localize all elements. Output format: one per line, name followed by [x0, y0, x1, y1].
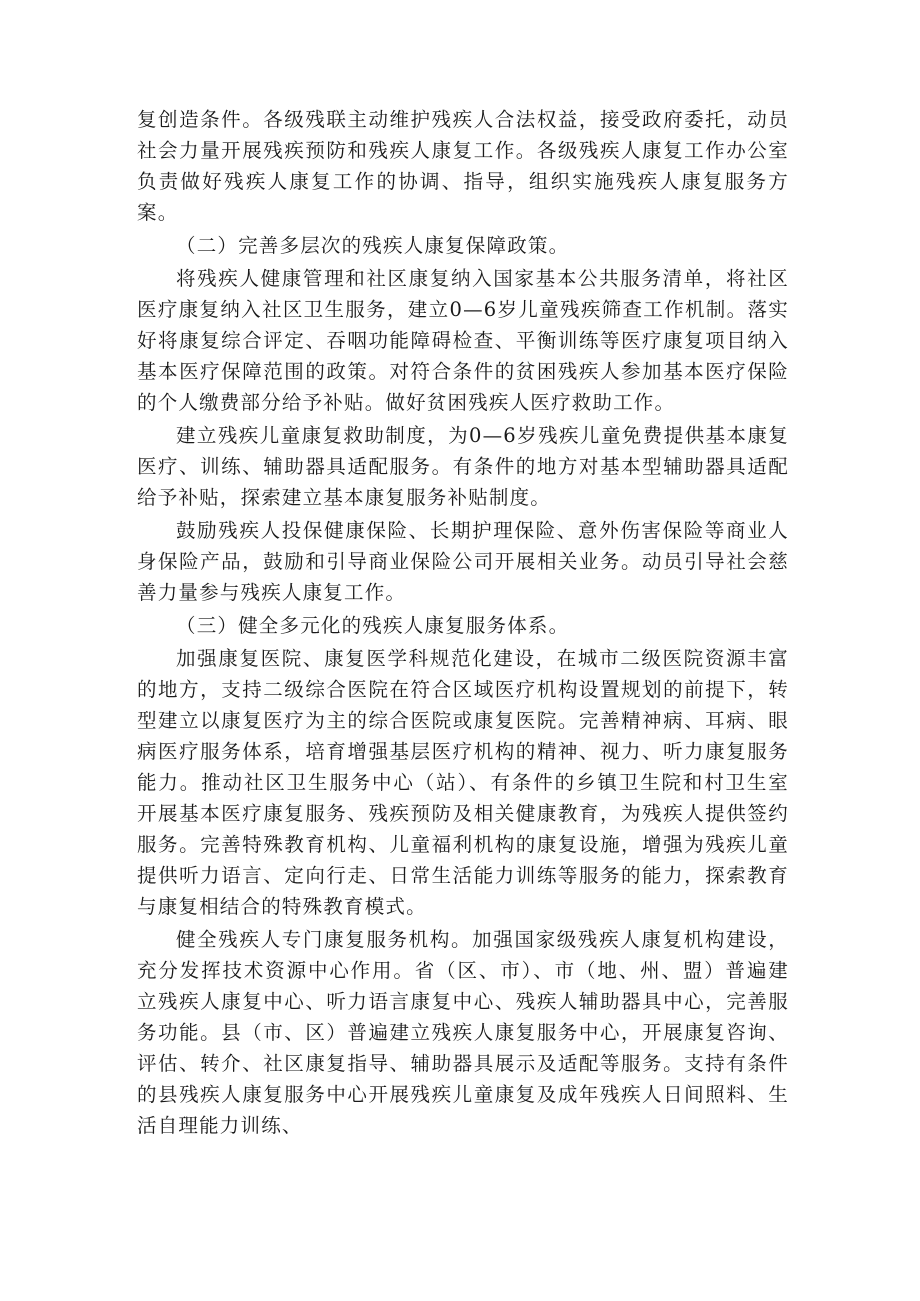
- paragraph-commercial-insurance: 鼓励残疾人投保健康保险、长期护理保险、意外伤害保险等商业人身保险产品，鼓励和引导商业保险公司开展相关业务。动员引导社会慈善力量参与残疾人康复工作。: [137, 519, 789, 604]
- section-heading-3: （三）健全多元化的残疾人康复服务体系。: [176, 614, 570, 637]
- paragraph-rehab-institutions: 健全残疾人专门康复服务机构。加强国家级残疾人康复机构建设，充分发挥技术资源中心作用。省（区、市）、市（地、州、盟）普遍建立残疾人康复中心、听力语言康复中心、残疾人辅助器具中心，完善服务功能。县（市、区）普遍建立残疾人康复服务中心，开展康复咨询、评估、转介、社区康复指导、辅助器具展示及适配等服务。支持有条件的县残疾人康复服务中心开展残疾儿童康复及成年残疾人日间照料、生活自理能力训练、: [137, 928, 789, 1137]
- paragraph-rehab-hospitals: 加强康复医院、康复医学科规范化建设，在城市二级医院资源丰富的地方，支持二级综合医院在符合区域医疗机构设置规划的前提下，转型建立以康复医疗为主的综合医院或康复医院。完善精神病、耳病、眼病医疗服务体系，培育增强基层医疗机构的精神、视力、听力康复服务能力。推动社区卫生服务中心（站）、有条件的乡镇卫生院和村卫生室开展基本医疗康复服务、残疾预防及相关健康教育，为残疾人提供签约服务。完善特殊教育机构、儿童福利机构的康复设施，增强为残疾儿童提供听力语言、定向行走、日常生活能力训练等服务的能力，探索教育与康复相结合的特殊教育模式。: [137, 647, 789, 918]
- document-page: [137, 104, 789, 1141]
- paragraph-continuation: 复创造条件。各级残联主动维护残疾人合法权益，接受政府委托，动员社会力量开展残疾预防和残疾人康复工作。各级残疾人康复工作办公室负责做好残疾人康复工作的协调、指导，组织实施残疾人康复服务方案。: [137, 108, 789, 224]
- paragraph-child-rehab-aid: 建立残疾儿童康复救助制度，为0—6岁残疾儿童免费提供基本康复医疗、训练、辅助器具适配服务。有条件的地方对基本型辅助器具适配给予补贴，探索建立基本康复服务补贴制度。: [137, 424, 789, 509]
- section-heading-2: （二）完善多层次的残疾人康复保障政策。: [176, 234, 570, 257]
- paragraph-insurance-policy: 将残疾人健康管理和社区康复纳入国家基本公共服务清单，将社区医疗康复纳入社区卫生服务，建立0—6岁儿童残疾筛查工作机制。落实好将康复综合评定、吞咽功能障碍检查、平衡训练等医疗康复项目纳入基本医疗保障范围的政策。对符合条件的贫困残疾人参加基本医疗保险的个人缴费部分给予补贴。做好贫困残疾人医疗救助工作。: [137, 267, 789, 414]
